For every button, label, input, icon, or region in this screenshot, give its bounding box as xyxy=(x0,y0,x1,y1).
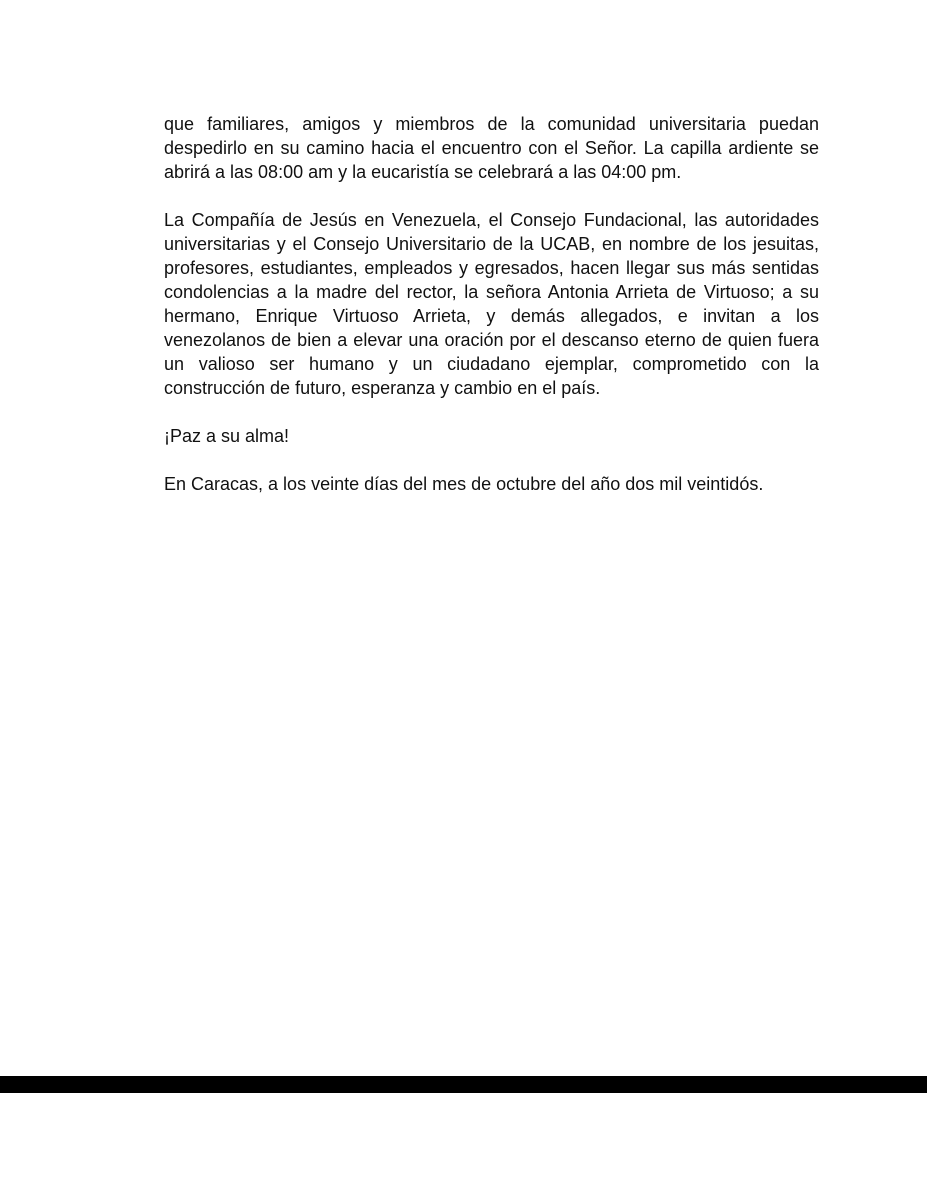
paragraph-peace: ¡Paz a su alma! xyxy=(164,426,290,446)
document-body xyxy=(164,112,819,520)
paragraph-condolences: La Compañía de Jesús en Venezuela, el Consejo Fundacional, las autoridades universitarias y el Consejo Universitario de la UCAB, en nombre de los jesuitas, profesores, estudiantes, empleados y egresados, hacen llegar sus más sentidas condolencias a la madre del rector, la señora Antonia Arrieta de Virtuoso; a su hermano, Enrique Virtuoso Arrieta, y demás allegados, e invitan a los venezolanos de bien a elevar una oración por el descanso eterno de quien fuera un valioso ser humano y un ciudadano ejemplar, comprometido con la construcción de futuro, esperanza y cambio en el país. xyxy=(164,210,819,398)
footer-bar xyxy=(0,1076,927,1093)
paragraph-chapel-schedule: que familiares, amigos y miembros de la comunidad universitaria puedan despedirlo en su camino hacia el encuentro con el Señor. La capilla ardiente se abrirá a las 08:00 am y la eucaristía se celebrará a las 04:00 pm. xyxy=(164,114,819,182)
paragraph-date-closing: En Caracas, a los veinte días del mes de octubre del año dos mil veintidós. xyxy=(164,474,764,494)
